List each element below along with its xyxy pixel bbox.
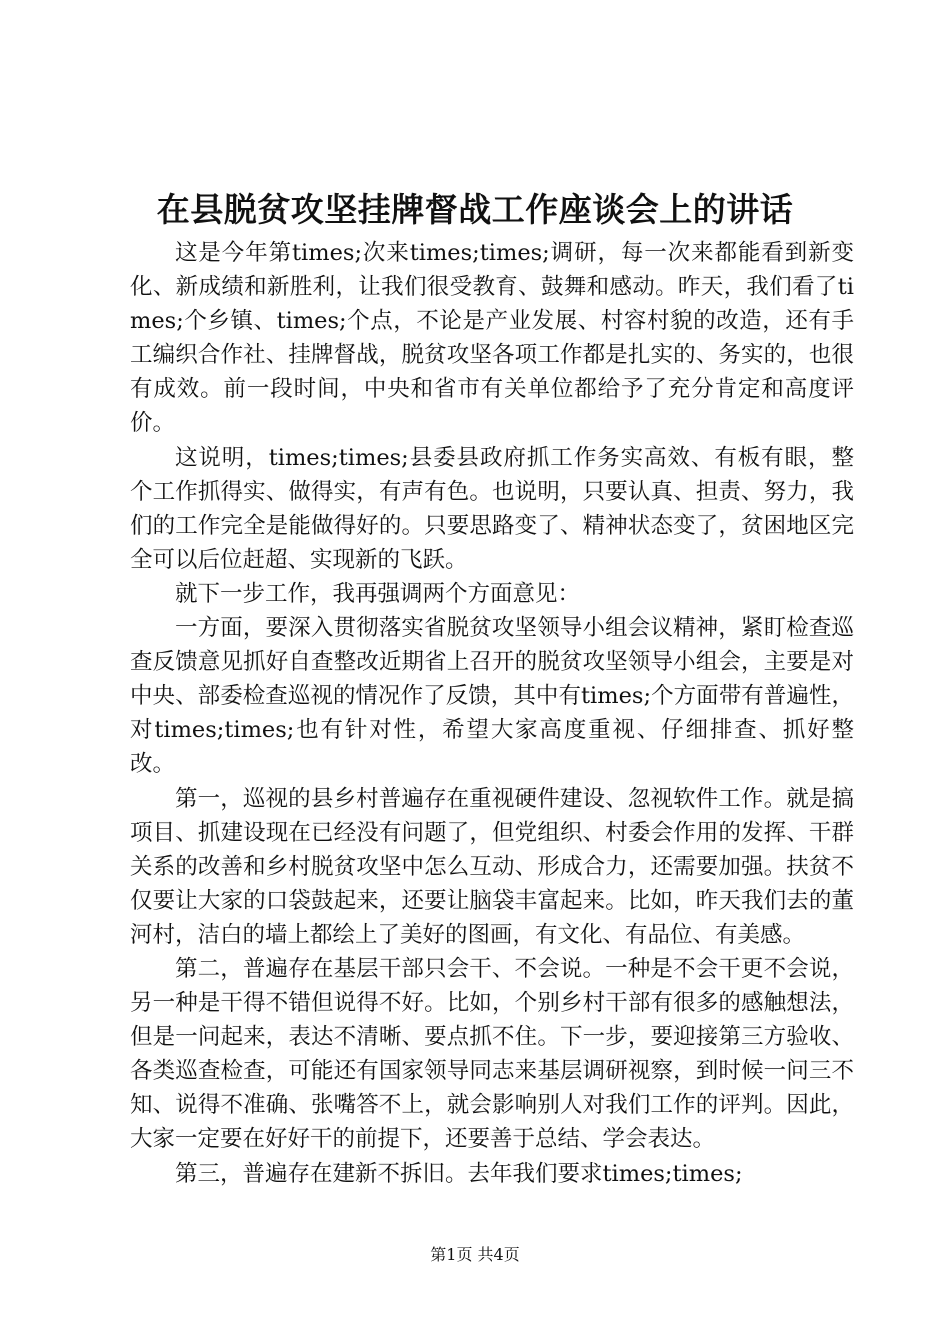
paragraph-6: 第二，普遍存在基层干部只会干、不会说。一种是不会干更不会说，另一种是干得不错但说得不好。比如，个别乡村干部有很多的感触想法，但是一问起来，表达不清晰、要点抓不住。下一步，要迎接第三方验收、各类巡查检查，可能还有国家领导同志来基层调研视察，到时候一问三不知、说得不准确、张嘴答不上，就会影响别人对我们工作的评判。因此，大家一定要在好好干的前提下，还要善于总结、学会表达。: [130, 955, 854, 1153]
document-title: 在县脱贫攻坚挂牌督战工作座谈会上的讲话: [156, 190, 794, 229]
page-footer: 第1页 共4页: [430, 1245, 520, 1264]
document-body: [130, 236, 854, 1191]
paragraph-7: 第三，普遍存在建新不拆旧。去年我们要求times;times;: [175, 1160, 743, 1187]
paragraph-1: 这是今年第times;次来times;times;调研，每一次来都能看到新变化、新成绩和新胜利，让我们很受教育、鼓舞和感动。昨天，我们看了times;个乡镇、times;个点，不论是产业发展、村容村貌的改造，还有手工编织合作社、挂牌督战，脱贫攻坚各项工作都是扎实的、务实的，也很有成效。前一段时间，中央和省市有关单位都给予了充分肯定和高度评价。: [130, 240, 854, 437]
paragraph-3: 就下一步工作，我再强调两个方面意见：: [175, 580, 581, 607]
paragraph-5: 第一，巡视的县乡村普遍存在重视硬件建设、忽视软件工作。就是搞项目、抓建设现在已经没有问题了，但党组织、村委会作用的发挥、干群关系的改善和乡村脱贫攻坚中怎么互动、形成合力，还需要加强。扶贫不仅要让大家的口袋鼓起来，还要让脑袋丰富起来。比如，昨天我们去的董河村，洁白的墙上都绘上了美好的图画，有文化、有品位、有美感。: [130, 785, 854, 948]
paragraph-4: 一方面，要深入贯彻落实省脱贫攻坚领导小组会议精神，紧盯检查巡查反馈意见抓好自查整改近期省上召开的脱贫攻坚领导小组会，主要是对中央、部委检查巡视的情况作了反馈，其中有times;个方面带有普遍性，对times;times;也有针对性，希望大家高度重视、仔细排查、抓好整改。: [130, 615, 854, 778]
paragraph-2: 这说明，times;times;县委县政府抓工作务实高效、有板有眼，整个工作抓得实、做得实，有声有色。也说明，只要认真、担责、努力，我们的工作完全是能做得好的。只要思路变了、精神状态变了，贫困地区完全可以后位赶超、实现新的飞跃。: [130, 444, 854, 573]
